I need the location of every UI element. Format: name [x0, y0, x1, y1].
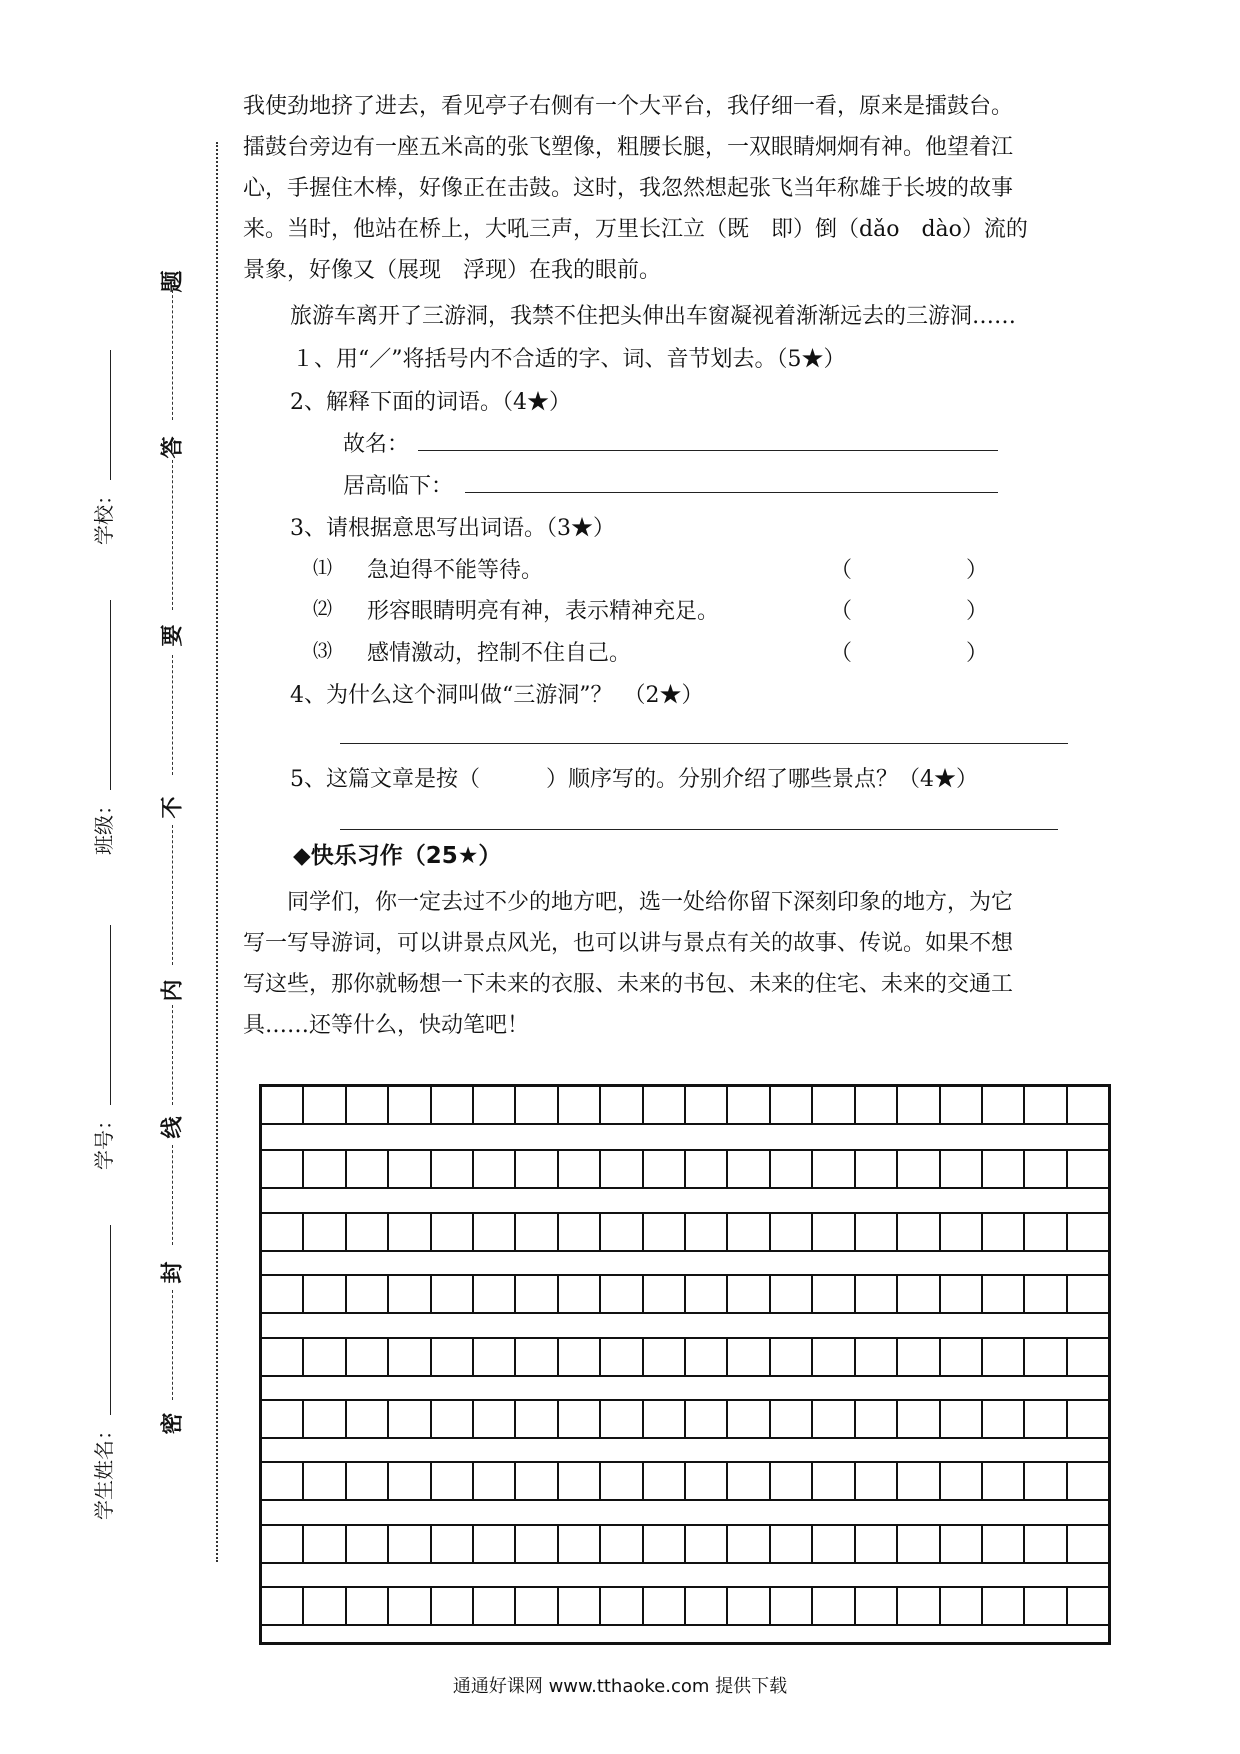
grid-cell[interactable]	[813, 1149, 855, 1189]
passage-paragraph	[243, 86, 1133, 291]
grid-cell[interactable]	[728, 1337, 770, 1377]
grid-cell[interactable]	[304, 1274, 346, 1314]
grid-cell[interactable]	[771, 1399, 813, 1439]
grid-cell[interactable]	[1025, 1212, 1067, 1252]
grid-cell[interactable]	[983, 1085, 1025, 1125]
grid-cell[interactable]	[1025, 1586, 1067, 1626]
grid-cell[interactable]	[898, 1461, 940, 1501]
grid-cell[interactable]	[432, 1399, 474, 1439]
grid-cell[interactable]	[389, 1524, 431, 1564]
grid-cell[interactable]	[1025, 1149, 1067, 1189]
grid-cell[interactable]	[1068, 1399, 1108, 1439]
seal-dash	[172, 1005, 173, 1105]
grid-cell[interactable]	[389, 1337, 431, 1377]
grid-cell[interactable]	[389, 1085, 431, 1125]
grid-cell[interactable]	[644, 1212, 686, 1252]
grid-cell[interactable]	[516, 1149, 558, 1189]
grid-cell[interactable]	[728, 1274, 770, 1314]
grid-cell[interactable]	[516, 1586, 558, 1626]
grid-cell[interactable]	[601, 1399, 643, 1439]
question-4: 4、为什么这个洞叫做“三游洞”？ （2★）	[290, 683, 704, 708]
grid-cell[interactable]	[813, 1586, 855, 1626]
passage-line: 我使劲地挤了进去，看见亭子右侧有一个大平台，我仔细一看，原来是擂鼓台。	[243, 94, 1014, 119]
grid-cell[interactable]	[856, 1461, 898, 1501]
grid-cell[interactable]	[559, 1337, 601, 1377]
grid-row	[262, 1399, 1108, 1439]
grid-cell[interactable]	[644, 1337, 686, 1377]
grid-cell[interactable]	[728, 1399, 770, 1439]
item-number: ⑶	[313, 640, 333, 662]
grid-cell[interactable]	[432, 1586, 474, 1626]
grid-cell[interactable]	[771, 1212, 813, 1252]
grid-row	[262, 1274, 1108, 1314]
writing-heading: ◆快乐习作（25★）	[293, 843, 502, 869]
grid-cell[interactable]	[941, 1461, 983, 1501]
grid-row	[262, 1337, 1108, 1377]
grid-cell[interactable]	[516, 1085, 558, 1125]
grid-cell[interactable]	[686, 1149, 728, 1189]
seal-char: 封	[160, 1261, 186, 1284]
question-2: 2、解释下面的词语。（4★）	[290, 390, 571, 415]
grid-cell[interactable]	[941, 1524, 983, 1564]
grid-cell[interactable]	[686, 1337, 728, 1377]
writing-prompt	[243, 882, 1143, 1046]
grid-cell[interactable]	[347, 1586, 389, 1626]
grid-cell[interactable]	[516, 1337, 558, 1377]
grid-cell[interactable]	[813, 1337, 855, 1377]
grid-cell[interactable]	[347, 1524, 389, 1564]
grid-cell[interactable]	[516, 1461, 558, 1501]
grid-cell[interactable]	[347, 1399, 389, 1439]
grid-cell[interactable]	[941, 1085, 983, 1125]
grid-cell[interactable]	[1025, 1461, 1067, 1501]
item-definition: 急迫得不能等待。	[367, 558, 544, 583]
grid-cell[interactable]	[983, 1524, 1025, 1564]
grid-cell[interactable]	[686, 1085, 728, 1125]
question-5: 5、这篇文章是按（ ）顺序写的。分别介绍了哪些景点？（4★）	[290, 767, 978, 792]
answer-line-guming[interactable]	[418, 450, 998, 451]
answer-line-q4[interactable]	[340, 743, 1068, 744]
grid-cell[interactable]	[856, 1586, 898, 1626]
grid-cell[interactable]	[856, 1524, 898, 1564]
grid-cell[interactable]	[898, 1149, 940, 1189]
answer-paren-close: ）	[966, 641, 989, 666]
seal-dash	[172, 655, 173, 775]
grid-cell[interactable]	[856, 1085, 898, 1125]
grid-cell[interactable]	[262, 1212, 304, 1252]
grid-cell[interactable]	[644, 1399, 686, 1439]
school-label: 学校：	[92, 485, 116, 545]
grid-cell[interactable]	[516, 1524, 558, 1564]
grid-cell[interactable]	[389, 1212, 431, 1252]
grid-cell[interactable]	[1068, 1212, 1108, 1252]
grid-cell[interactable]	[474, 1524, 516, 1564]
grid-cell[interactable]	[474, 1399, 516, 1439]
grid-cell[interactable]	[304, 1586, 346, 1626]
grid-cell[interactable]	[644, 1524, 686, 1564]
seal-char: 题	[160, 270, 186, 293]
grid-cell[interactable]	[601, 1149, 643, 1189]
footer-credit: 通通好课网 www.tthaoke.com 提供下载	[452, 1676, 788, 1697]
grid-cell[interactable]	[601, 1337, 643, 1377]
grid-cell[interactable]	[389, 1586, 431, 1626]
seal-char: 不	[160, 796, 186, 819]
grid-cell[interactable]	[941, 1586, 983, 1626]
prompt-line: 同学们，你一定去过不少的地方吧，选一处给你留下深刻印象的地方，为它	[287, 890, 1014, 915]
grid-cell[interactable]	[559, 1586, 601, 1626]
grid-row	[262, 1461, 1108, 1501]
grid-cell[interactable]	[559, 1149, 601, 1189]
grid-cell[interactable]	[1025, 1524, 1067, 1564]
grid-cell[interactable]	[856, 1274, 898, 1314]
grid-cell[interactable]	[686, 1586, 728, 1626]
grid-cell[interactable]	[559, 1524, 601, 1564]
grid-cell[interactable]	[941, 1212, 983, 1252]
grid-row	[262, 1524, 1108, 1564]
grid-cell[interactable]	[262, 1461, 304, 1501]
grid-cell[interactable]	[474, 1337, 516, 1377]
grid-cell[interactable]	[771, 1586, 813, 1626]
grid-cell[interactable]	[941, 1337, 983, 1377]
grid-cell[interactable]	[771, 1085, 813, 1125]
grid-row	[262, 1149, 1108, 1189]
grid-cell[interactable]	[474, 1212, 516, 1252]
answer-line-jugaolinxia[interactable]	[465, 492, 998, 493]
seal-dash	[172, 460, 173, 610]
grid-cell[interactable]	[474, 1586, 516, 1626]
grid-cell[interactable]	[304, 1461, 346, 1501]
grid-row	[262, 1085, 1108, 1125]
grid-cell[interactable]	[389, 1274, 431, 1314]
grid-cell[interactable]	[432, 1524, 474, 1564]
grid-cell[interactable]	[983, 1149, 1025, 1189]
grid-cell[interactable]	[941, 1149, 983, 1189]
class-label: 班级：	[92, 795, 116, 855]
grid-cell[interactable]	[304, 1149, 346, 1189]
grid-cell[interactable]	[347, 1212, 389, 1252]
item-number: ⑴	[313, 557, 333, 579]
grid-cell[interactable]	[474, 1461, 516, 1501]
grid-cell[interactable]	[728, 1212, 770, 1252]
seal-char: 要	[160, 624, 186, 647]
grid-cell[interactable]	[262, 1524, 304, 1564]
grid-cell[interactable]	[898, 1337, 940, 1377]
passage-line: 擂鼓台旁边有一座五米高的张飞塑像，粗腰长腿，一双眼睛炯炯有神。他望着江	[243, 135, 1014, 160]
grid-cell[interactable]	[474, 1149, 516, 1189]
answer-paren-open: （	[830, 558, 853, 583]
class-field-line	[110, 600, 111, 790]
grid-cell[interactable]	[389, 1461, 431, 1501]
grid-cell[interactable]	[771, 1149, 813, 1189]
grid-cell[interactable]	[601, 1461, 643, 1501]
grid-cell[interactable]	[432, 1461, 474, 1501]
grid-cell[interactable]	[432, 1149, 474, 1189]
grid-cell[interactable]	[432, 1085, 474, 1125]
term-guming: 故名：	[343, 432, 410, 457]
grid-cell[interactable]	[262, 1085, 304, 1125]
grid-cell[interactable]	[728, 1461, 770, 1501]
grid-cell[interactable]	[813, 1524, 855, 1564]
grid-cell[interactable]	[474, 1274, 516, 1314]
term-jugaolinxia: 居高临下：	[343, 474, 454, 499]
passage-line: 心，手握住木棒，好像正在击鼓。这时，我忽然想起张飞当年称雄于长坡的故事	[243, 176, 1014, 201]
grid-cell[interactable]	[559, 1461, 601, 1501]
grid-cell[interactable]	[813, 1212, 855, 1252]
grid-cell[interactable]	[559, 1085, 601, 1125]
grid-cell[interactable]	[389, 1399, 431, 1439]
grid-cell[interactable]	[516, 1274, 558, 1314]
prompt-line: 写这些，那你就畅想一下未来的衣服、未来的书包、未来的住宅、未来的交通工	[243, 972, 1014, 997]
grid-cell[interactable]	[644, 1274, 686, 1314]
grid-cell[interactable]	[686, 1461, 728, 1501]
grid-cell[interactable]	[898, 1399, 940, 1439]
grid-cell[interactable]	[559, 1212, 601, 1252]
seal-char: 答	[160, 436, 186, 459]
question-1: １、用“／”将括号内不合适的字、词、音节划去。（5★）	[292, 347, 846, 372]
grid-cell[interactable]	[1068, 1524, 1108, 1564]
grid-cell[interactable]	[686, 1212, 728, 1252]
grid-cell[interactable]	[347, 1149, 389, 1189]
grid-cell[interactable]	[516, 1212, 558, 1252]
binding-dotted-line	[216, 142, 218, 1562]
grid-cell[interactable]	[304, 1524, 346, 1564]
grid-cell[interactable]	[304, 1399, 346, 1439]
seal-dash	[172, 825, 173, 965]
grid-cell[interactable]	[1025, 1274, 1067, 1314]
grid-cell[interactable]	[644, 1149, 686, 1189]
grid-cell[interactable]	[304, 1212, 346, 1252]
grid-cell[interactable]	[856, 1149, 898, 1189]
grid-cell[interactable]	[389, 1149, 431, 1189]
grid-cell[interactable]	[771, 1524, 813, 1564]
grid-cell[interactable]	[813, 1085, 855, 1125]
school-field-line	[110, 350, 111, 480]
grid-cell[interactable]	[601, 1524, 643, 1564]
grid-cell[interactable]	[898, 1212, 940, 1252]
grid-cell[interactable]	[601, 1212, 643, 1252]
grid-cell[interactable]	[686, 1274, 728, 1314]
seal-char: 线	[160, 1116, 186, 1139]
answer-paren-open: （	[830, 641, 853, 666]
grid-cell[interactable]	[898, 1524, 940, 1564]
grid-cell[interactable]	[644, 1461, 686, 1501]
grid-row	[262, 1586, 1108, 1626]
number-field-line	[110, 925, 111, 1105]
passage-line: 来。当时，他站在桥上，大吼三声，万里长江立（既 即）倒（dǎo dào）流的	[243, 217, 1028, 242]
grid-cell[interactable]	[644, 1586, 686, 1626]
grid-cell[interactable]	[898, 1586, 940, 1626]
grid-cell[interactable]	[686, 1399, 728, 1439]
grid-cell[interactable]	[262, 1399, 304, 1439]
grid-cell[interactable]	[728, 1085, 770, 1125]
passage-closing-line: 旅游车离开了三游洞，我禁不住把头伸出车窗凝视着渐渐远去的三游洞……	[290, 304, 1017, 329]
grid-cell[interactable]	[347, 1274, 389, 1314]
number-label: 学号：	[92, 1110, 116, 1170]
answer-paren-close: ）	[966, 558, 989, 583]
grid-cell[interactable]	[644, 1085, 686, 1125]
prompt-line: 写一写导游词，可以讲景点风光，也可以讲与景点有关的故事、传说。如果不想	[243, 931, 1014, 956]
grid-cell[interactable]	[983, 1461, 1025, 1501]
grid-cell[interactable]	[898, 1085, 940, 1125]
grid-cell[interactable]	[728, 1149, 770, 1189]
grid-cell[interactable]	[432, 1274, 474, 1314]
grid-cell[interactable]	[1068, 1085, 1108, 1125]
grid-cell[interactable]	[516, 1399, 558, 1439]
seal-dash	[172, 1145, 173, 1245]
grid-cell[interactable]	[304, 1085, 346, 1125]
seal-char: 密	[160, 1412, 186, 1435]
grid-cell[interactable]	[771, 1461, 813, 1501]
grid-row	[262, 1212, 1108, 1252]
grid-cell[interactable]	[347, 1085, 389, 1125]
item-definition: 感情激动，控制不住自己。	[367, 641, 632, 666]
grid-cell[interactable]	[262, 1337, 304, 1377]
seal-dash	[172, 290, 173, 420]
grid-cell[interactable]	[771, 1337, 813, 1377]
grid-cell[interactable]	[983, 1586, 1025, 1626]
grid-cell[interactable]	[262, 1586, 304, 1626]
grid-cell[interactable]	[856, 1337, 898, 1377]
grid-cell[interactable]	[1068, 1461, 1108, 1501]
seal-dash	[172, 1290, 173, 1400]
grid-cell[interactable]	[1068, 1586, 1108, 1626]
grid-cell[interactable]	[941, 1399, 983, 1439]
grid-cell[interactable]	[262, 1149, 304, 1189]
grid-cell[interactable]	[432, 1212, 474, 1252]
answer-paren-open: （	[830, 599, 853, 624]
grid-cell[interactable]	[601, 1586, 643, 1626]
grid-cell[interactable]	[1068, 1274, 1108, 1314]
grid-cell[interactable]	[559, 1274, 601, 1314]
passage-line: 景象，好像又（展现 浮现）在我的眼前。	[243, 258, 662, 283]
grid-cell[interactable]	[983, 1274, 1025, 1314]
name-field-line	[110, 1225, 111, 1415]
question-3: 3、请根据意思写出词语。（3★）	[290, 516, 615, 541]
grid-cell[interactable]	[262, 1274, 304, 1314]
student-name-label: 学生姓名：	[92, 1420, 116, 1520]
grid-cell[interactable]	[347, 1461, 389, 1501]
answer-line-q5[interactable]	[340, 829, 1058, 830]
answer-paren-close: ）	[966, 599, 989, 624]
grid-cell[interactable]	[856, 1399, 898, 1439]
grid-cell[interactable]	[813, 1399, 855, 1439]
grid-cell[interactable]	[432, 1337, 474, 1377]
composition-grid[interactable]	[259, 1084, 1111, 1645]
grid-cell[interactable]	[559, 1399, 601, 1439]
grid-cell[interactable]	[983, 1337, 1025, 1377]
grid-cell[interactable]	[1025, 1337, 1067, 1377]
grid-cell[interactable]	[1068, 1149, 1108, 1189]
grid-cell[interactable]	[856, 1212, 898, 1252]
grid-cell[interactable]	[686, 1524, 728, 1564]
item-number: ⑵	[313, 598, 333, 620]
grid-cell[interactable]	[347, 1337, 389, 1377]
grid-cell[interactable]	[601, 1274, 643, 1314]
grid-cell[interactable]	[983, 1212, 1025, 1252]
grid-cell[interactable]	[601, 1085, 643, 1125]
grid-cell[interactable]	[898, 1274, 940, 1314]
grid-cell[interactable]	[1068, 1337, 1108, 1377]
item-definition: 形容眼睛明亮有神，表示精神充足。	[367, 599, 720, 624]
grid-cell[interactable]	[983, 1399, 1025, 1439]
grid-cell[interactable]	[941, 1274, 983, 1314]
grid-cell[interactable]	[813, 1461, 855, 1501]
grid-cell[interactable]	[728, 1524, 770, 1564]
grid-cell[interactable]	[813, 1274, 855, 1314]
grid-cell[interactable]	[474, 1085, 516, 1125]
grid-cell[interactable]	[304, 1337, 346, 1377]
grid-cell[interactable]	[771, 1274, 813, 1314]
seal-char: 内	[160, 979, 186, 1002]
prompt-line: 具……还等什么，快动笔吧！	[243, 1013, 530, 1038]
grid-cell[interactable]	[1025, 1399, 1067, 1439]
grid-cell[interactable]	[1025, 1085, 1067, 1125]
grid-cell[interactable]	[728, 1586, 770, 1626]
